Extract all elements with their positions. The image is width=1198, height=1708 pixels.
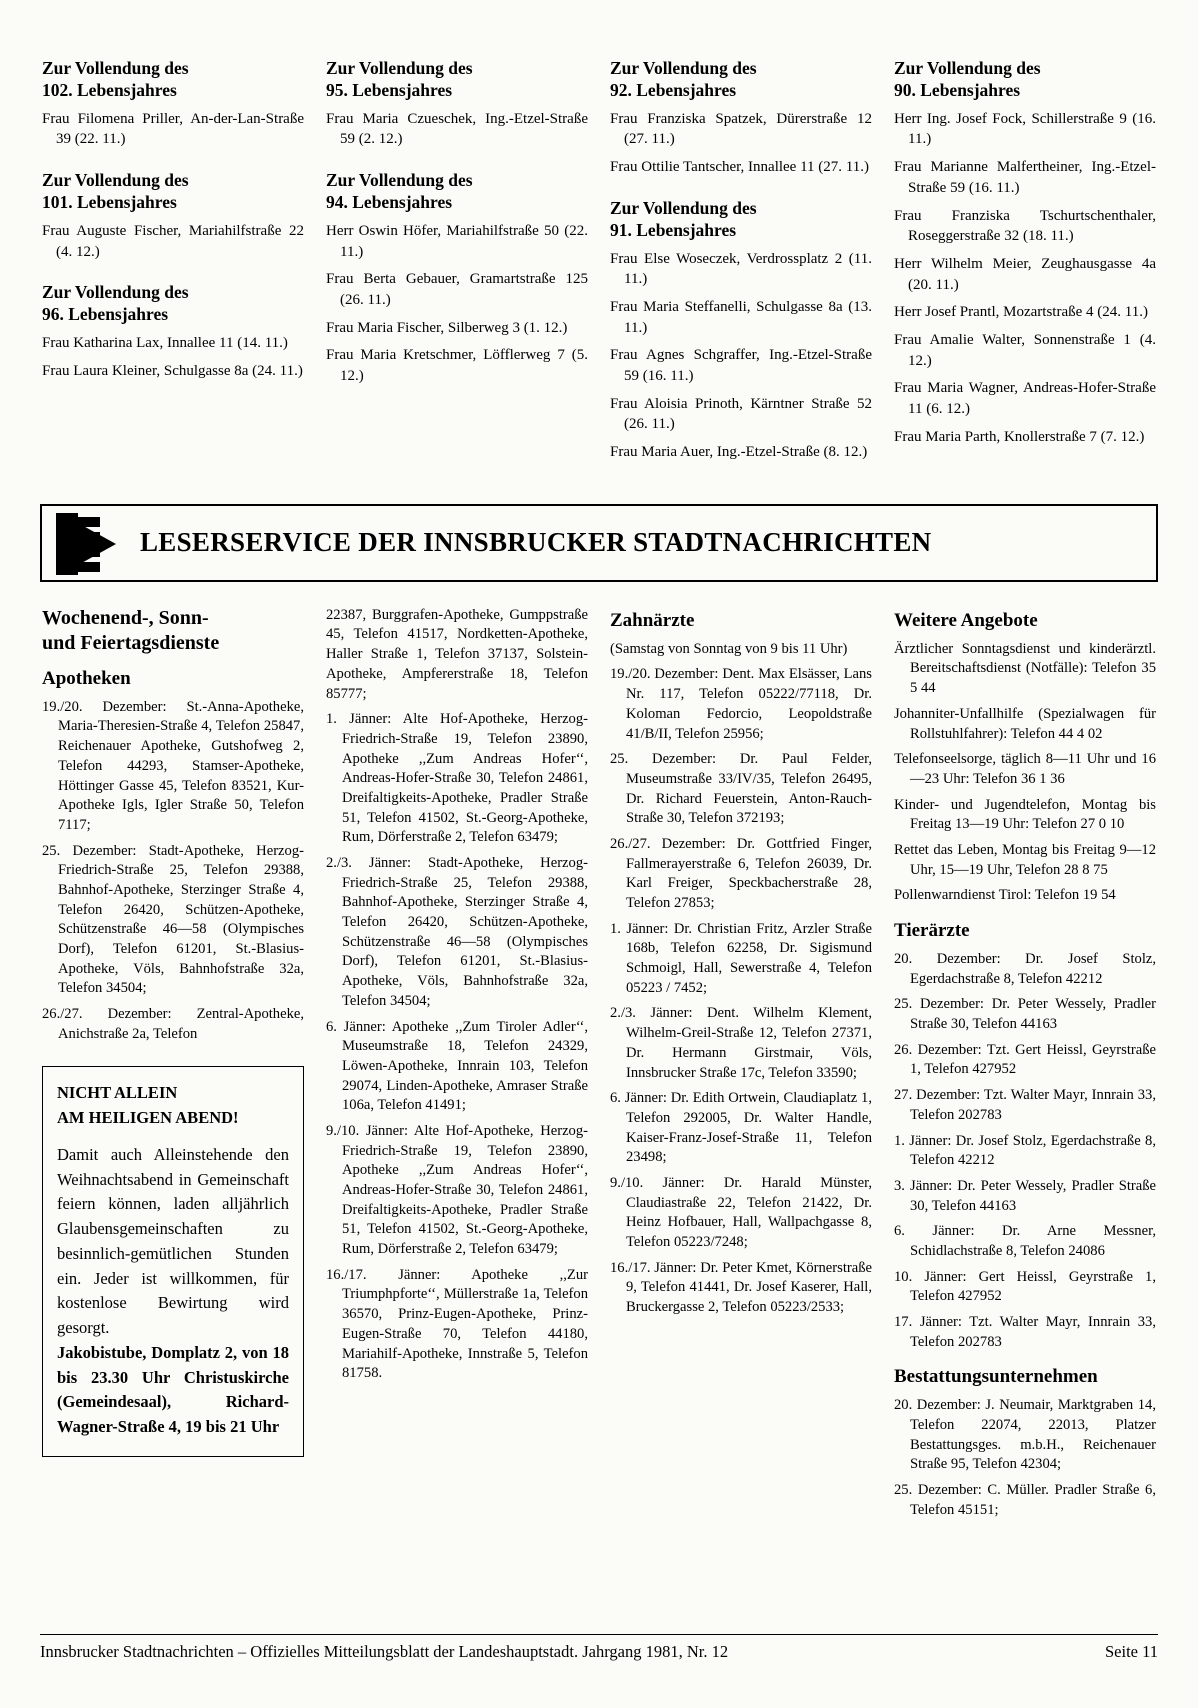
funeral-entry: 20. Dezember: J. Neumair, Marktgraben 14, Telefon 22074, 22013, Platzer Bestattungsges. m.b.H., Reichenauer Straße 95, Telefon 42304; (894, 1397, 1156, 1473)
anniversary-entry (610, 442, 872, 463)
anniversary-entry-text: Frau Amalie Walter, Sonnenstraße 1 (4. 12.) (894, 331, 1156, 369)
dentist-entry: 16./17. Jänner: Dr. Peter Kmet, Körnerstraße 9, Telefon 41441, Dr. Josef Kaserer, Hall, Bruckergasse 2, Telefon 05223/2533; (610, 1259, 872, 1316)
pharmacy-entry: 1. Jänner: Alte Hof-Apotheke, Herzog-Friedrich-Straße 19, Telefon 23890, Apotheke ,,Zum Andreas Hofer‘‘, Andreas-Hofer-Straße 30, Telefon 24861, Dreifaltigkeits-Apotheke, Pradler Straße 51, Telefon 41502, St.-Georg-Apotheke, Rum, Dörferstraße 2, Telefon 63479; (326, 711, 588, 846)
pharmacy-entry: 2./3. Jänner: Stadt-Apotheke, Herzog-Friedrich-Straße 25, Telefon 29388, Bahnhof-Apotheke, Sterzinger Straße 4, Telefon 26420, Schützen-Apotheke, Schützenstraße 46—58 (Olympisches Dorf), Telefon 61201, St.-Blasius-Apotheke, Völs, Bahnhofstraße 32a, Telefon 34504; (326, 855, 588, 1009)
subheading-apotheken: Apotheken (42, 667, 131, 689)
anniversary-entry (894, 254, 1156, 295)
anniversary-entry (894, 330, 1156, 371)
anniversary-entry (42, 333, 304, 354)
anniversary-entry (326, 221, 588, 262)
vet-entry: 10. Jänner: Gert Heissl, Geyrstraße 1, Telefon 427952 (894, 1268, 1156, 1305)
pharmacy-entry: 25. Dezember: Stadt-Apotheke, Herzog-Friedrich-Straße 25, Telefon 29388, Bahnhof-Apotheke, Sterzinger Straße 4, Telefon 26420, Schützen-Apotheke, Schützenstraße 46—58 (Olympisches Dorf), Telefon 61201, St.-Blasius-Apotheke, Völs, Bahnhofstraße 32a, Telefon 34504; (42, 842, 304, 997)
dentist-entry: 2./3. Jänner: Dent. Wilhelm Klement, Wilhelm-Greil-Straße 12, Telefon 27371, Dr. Hermann Girstmair, Völs, Innsbrucker Straße 17c, Telefon 33590; (610, 1005, 872, 1081)
anniversary-entry-text: Frau Filomena Priller, An-der-Lan-Straße 39 (22. 11.) (42, 110, 304, 148)
anniversary-entry-text: Frau Marianne Malfertheiner, Ing.-Etzel-Straße 59 (16. 11.) (894, 159, 1156, 196)
anniversary-entry-text: Frau Laura Kleiner, Schulgasse 8a (24. 11.) (42, 362, 303, 379)
anniversary-entry (42, 109, 304, 150)
anniversary-entry (326, 269, 588, 310)
vet-entry: 6. Jänner: Dr. Arne Messner, Schidlachstraße 8, Telefon 24086 (894, 1223, 1156, 1259)
pharmacy-entry: 6. Jänner: Apotheke ,,Zum Tiroler Adler‘‘, Museumstraße 18, Telefon 24329, Löwen-Apotheke, Innrain 103, Telefon 29074, Linden-Apotheke, Amraser Straße 106a, Telefon 41491; (326, 1018, 588, 1114)
anniversary-entry (894, 427, 1156, 448)
anniversary-entry-text: Frau Katharina Lax, Innallee 11 (14. 11.) (42, 335, 288, 351)
leserservice-banner (40, 504, 1158, 582)
anniversary-entry-text: Frau Else Woseczek, Verdrossplatz 2 (11. 11.) (610, 250, 872, 288)
dentist-entry: 19./20. Dezember: Dent. Max Elsässer, Lans Nr. 117, Telefon 05222/77118, Dr. Koloman Fedorcio, Leopoldstraße 41/B/II, Telefon 25956; (610, 666, 872, 742)
vet-entry: 25. Dezember: Dr. Peter Wessely, Pradler Straße 30, Telefon 44163 (894, 996, 1156, 1033)
page-footer (40, 1634, 1158, 1662)
anniversary-entry-text: Frau Auguste Fischer, Mariahilfstraße 22 (4. 12.) (42, 222, 304, 260)
anniversary-entry-text: Frau Maria Wagner, Andreas-Hofer-Straße 11 (6. 12.) (894, 380, 1156, 417)
service-column-dentists (610, 606, 872, 1527)
anniversary-entry-text: Herr Ing. Josef Fock, Schillerstraße 9 (16. 11.) (894, 110, 1156, 148)
anniversary-entry (894, 206, 1156, 247)
anniversary-entry (610, 109, 872, 150)
anniversary-entry-text: Frau Ottilie Tantscher, Innallee 11 (27. 11.) (610, 159, 869, 176)
dentist-note: (Samstag von Sonntag von 9 bis 11 Uhr) (610, 640, 848, 657)
pharmacy-entry: 19./20. Dezember: St.-Anna-Apotheke, Maria-Theresien-Straße 4, Telefon 25847, Reichenauer Apotheke, Gutshofweg 2, Telefon 44293, Stamser-Apotheke, Höttinger Gasse 45, Telefon 83521, Kur-Apotheke Igls, Igler Straße 50, Telefon 7117; (42, 698, 304, 833)
anniversary-entry-text: Frau Agnes Schgraffer, Ing.-Etzel-Straße 59 (16. 11.) (610, 347, 872, 384)
funeral-entry: 25. Dezember: C. Müller. Pradler Straße 6, Telefon 45151; (894, 1482, 1156, 1518)
dentist-entry: 9./10. Jänner: Dr. Harald Münster, Claudiastraße 22, Telefon 21422, Dr. Heinz Hofbauer, Hall, Wallpachgasse 8, Telefon 05223/7248; (610, 1174, 872, 1250)
notice-box-body: Damit auch Alleinstehende den Weihnachtsabend in Gemeinschaft feiern können, laden alljährlich Glaubensgemeinschaften zu besinnlich-gemütlichen Stunden ein. Jeder ist willkommen, für kostenlose Bewirtung wird gesorgt. (57, 1144, 289, 1338)
anniversary-entry-text: Frau Franziska Tschurtschenthaler, Roseggerstraße 32 (18. 11.) (894, 207, 1156, 245)
arrow-stack-icon (50, 511, 140, 575)
service-column-pharmacies-cont (326, 606, 588, 1527)
anniversary-entry (610, 157, 872, 178)
anniversary-heading: Zur Vollendung des 94. Lebensjahres (326, 170, 473, 212)
anniversary-heading: Zur Vollendung des 95. Lebensjahres (326, 58, 473, 100)
vet-entry: 1. Jänner: Dr. Josef Stolz, Egerdachstraße 8, Telefon 42212 (894, 1132, 1156, 1169)
anniversary-entry (894, 157, 1156, 198)
vet-entry: 17. Jänner: Tzt. Walter Mayr, Innrain 33, Telefon 202783 (894, 1314, 1156, 1350)
anniversary-entry-text: Frau Aloisia Prinoth, Kärntner Straße 52 (26. 11.) (610, 395, 872, 433)
vet-entry: 3. Jänner: Dr. Peter Wessely, Pradler Straße 30, Telefon 44163 (894, 1177, 1156, 1214)
offer-entry: Telefonseelsorge, täglich 8—11 Uhr und 16—23 Uhr: Telefon 36 1 36 (894, 751, 1156, 787)
anniversary-entry-text: Frau Maria Auer, Ing.-Etzel-Straße (8. 12.) (610, 444, 868, 461)
anniversary-entry-text: Frau Berta Gebauer, Gramartstraße 125 (26. 11.) (326, 271, 588, 308)
service-column-weekend (42, 606, 304, 1527)
anniversary-entry (610, 394, 872, 435)
anniversary-entry (610, 249, 872, 290)
anniversary-entry (326, 109, 588, 150)
pharmacy-entry: 22387, Burggrafen-Apotheke, Gumppstraße 45, Telefon 41517, Nordketten-Apotheke, Haller Straße 1, Telefon 37137, Solstein-Apotheke, Ampfererstraße 18, Telefon 85777; (326, 606, 588, 702)
anniversary-entry (326, 345, 588, 386)
anniversary-entry-text: Frau Franziska Spatzek, Dürerstraße 12 (27. 11.) (610, 110, 872, 148)
offer-entry: Ärztlicher Sonntagsdienst und kinderärztl. Bereitschaftsdienst (Notfälle): Telefon 35 5 44 (894, 640, 1156, 697)
anniversary-entry (42, 221, 304, 262)
anniversary-entry (894, 109, 1156, 150)
anniversary-column-3 (610, 58, 872, 470)
anniversary-entry-text: Herr Wilhelm Meier, Zeughausgasse 4a (20. 11.) (894, 255, 1156, 293)
anniversary-entry-text: Herr Oswin Höfer, Mariahilfstraße 50 (22. 11.) (326, 222, 588, 260)
anniversary-heading: Zur Vollendung des 92. Lebensjahres (610, 58, 757, 100)
dentist-entry: 26./27. Dezember: Dr. Gottfried Finger, Fallmerayerstraße 6, Telefon 26039, Dr. Karl Freiger, Speckbacherstraße 28, Telefon 27853; (610, 835, 872, 911)
offer-entry: Kinder- und Jugendtelefon, Montag bis Freitag 13—19 Uhr: Telefon 27 0 10 (894, 796, 1156, 833)
anniversary-heading: Zur Vollendung des 91. Lebensjahres (610, 197, 757, 240)
anniversary-entry (894, 378, 1156, 419)
notice-box-bold: Jakobistube, Domplatz 2, von 18 bis 23.30 Uhr Christuskirche (Gemeindesaal), Richard-Wagner-Straße 4, 19 bis 21 Uhr (57, 1342, 289, 1437)
anniversary-entry-text: Frau Maria Czueschek, Ing.-Etzel-Straße 59 (2. 12.) (326, 110, 588, 148)
banner-title: LESERSERVICE DER INNSBRUCKER STADTNACHRICHTEN (140, 527, 932, 558)
service-column-other-offers (894, 606, 1156, 1527)
offer-entry: Rettet das Leben, Montag bis Freitag 9—12 Uhr, 15—19 Uhr, Telefon 28 8 75 (894, 841, 1156, 878)
pharmacy-entry: 26./27. Dezember: Zentral-Apotheke, Anichstraße 2a, Telefon (42, 1006, 304, 1042)
offer-entry: Pollenwarndienst Tirol: Telefon 19 54 (894, 887, 1116, 904)
vet-entry: 26. Dezember: Tzt. Gert Heissl, Geyrstraße 1, Telefon 427952 (894, 1041, 1156, 1078)
anniversaries-section (40, 58, 1158, 470)
offer-entry: Johanniter-Unfallhilfe (Spezialwagen für Rollstuhlfahrer): Telefon 44 4 02 (894, 705, 1156, 742)
dentist-entry: 6. Jänner: Dr. Edith Ortwein, Claudiaplatz 1, Telefon 292005, Dr. Walter Handle, Kaiser-Franz-Josef-Straße 11, Telefon 23498; (610, 1090, 872, 1166)
subheading-zahnaerzte: Zahnärzte (610, 609, 695, 631)
dentist-entry: 25. Dezember: Dr. Paul Felder, Museumstraße 33/IV/35, Telefon 26495, Dr. Richard Feuerstein, Anton-Rauch-Straße 30, Telefon 372193; (610, 751, 872, 827)
anniversary-entry (42, 361, 304, 382)
subheading-weitere-angebote: Weitere Angebote (894, 609, 1038, 631)
notice-box (42, 1066, 304, 1457)
anniversary-heading: Zur Vollendung des 102. Lebensjahres (42, 58, 189, 100)
notice-box-title: NICHT ALLEIN AM HEILIGEN ABEND! (57, 1083, 239, 1128)
pharmacy-entry: 16./17. Jänner: Apotheke ,,Zur Triumphpforte‘‘, Müllerstraße 1a, Telefon 36570, Prinz-Eugen-Apotheke, Prinz-Eugen-Straße 70, Telefon 44180, Mariahilf-Apotheke, Innstraße 5, Telefon 81758. (326, 1266, 588, 1382)
pharmacy-entry: 9./10. Jänner: Alte Hof-Apotheke, Herzog-Friedrich-Straße 19, Telefon 23890, Apotheke ,,Zum Andreas Hofer‘‘, Andreas-Hofer-Straße 30, Telefon 24861, Dreifaltigkeits-Apotheke, Pradler Straße 51, Telefon 41502, St.-Georg-Apotheke, Rum, Dörferstraße 2, Telefon 63479; (326, 1122, 588, 1258)
anniversary-column-4 (894, 58, 1156, 470)
subheading-tieraerzte: Tierärzte (894, 920, 970, 941)
anniversary-entry (326, 318, 588, 339)
anniversary-heading: Zur Vollendung des 101. Lebensjahres (42, 170, 189, 212)
vet-entry: 20. Dezember: Dr. Josef Stolz, Egerdachstraße 8, Telefon 42212 (894, 951, 1156, 987)
anniversary-entry (610, 297, 872, 338)
anniversary-column-1 (42, 58, 304, 470)
footer-text: Innsbrucker Stadtnachrichten – Offizielles Mitteilungsblatt der Landeshauptstadt. Jahrgang 1981, Nr. 12 (40, 1642, 729, 1661)
anniversary-entry-text: Frau Maria Fischer, Silberweg 3 (1. 12.) (326, 319, 568, 336)
subheading-bestattungsunternehmen: Bestattungsunternehmen (894, 1366, 1098, 1388)
service-section (40, 606, 1158, 1527)
dentist-entry: 1. Jänner: Dr. Christian Fritz, Arzler Straße 168b, Telefon 62258, Dr. Sigismund Schmoigl, Hall, Sewerstraße 4, Telefon 05223 / 7452; (610, 920, 872, 996)
anniversary-entry-text: Frau Maria Parth, Knollerstraße 7 (7. 12.) (894, 428, 1145, 445)
anniversary-entry-text: Herr Josef Prantl, Mozartstraße 4 (24. 11.) (894, 304, 1148, 321)
page-number: Seite 11 (1104, 1642, 1158, 1661)
vet-entry: 27. Dezember: Tzt. Walter Mayr, Innrain 33, Telefon 202783 (894, 1087, 1156, 1123)
column-heading-weekend: Wochenend-, Sonn- und Feiertagsdienste (42, 606, 220, 654)
anniversary-heading: Zur Vollendung des 96. Lebensjahres (42, 282, 189, 325)
anniversary-entry-text: Frau Maria Kretschmer, Löfflerweg 7 (5. 12.) (326, 347, 588, 384)
anniversary-heading: Zur Vollendung des 90. Lebensjahres (894, 58, 1041, 100)
anniversary-entry (894, 302, 1156, 323)
anniversary-entry-text: Frau Maria Steffanelli, Schulgasse 8a (13. 11.) (610, 298, 872, 336)
anniversary-column-2 (326, 58, 588, 470)
anniversary-entry (610, 345, 872, 386)
